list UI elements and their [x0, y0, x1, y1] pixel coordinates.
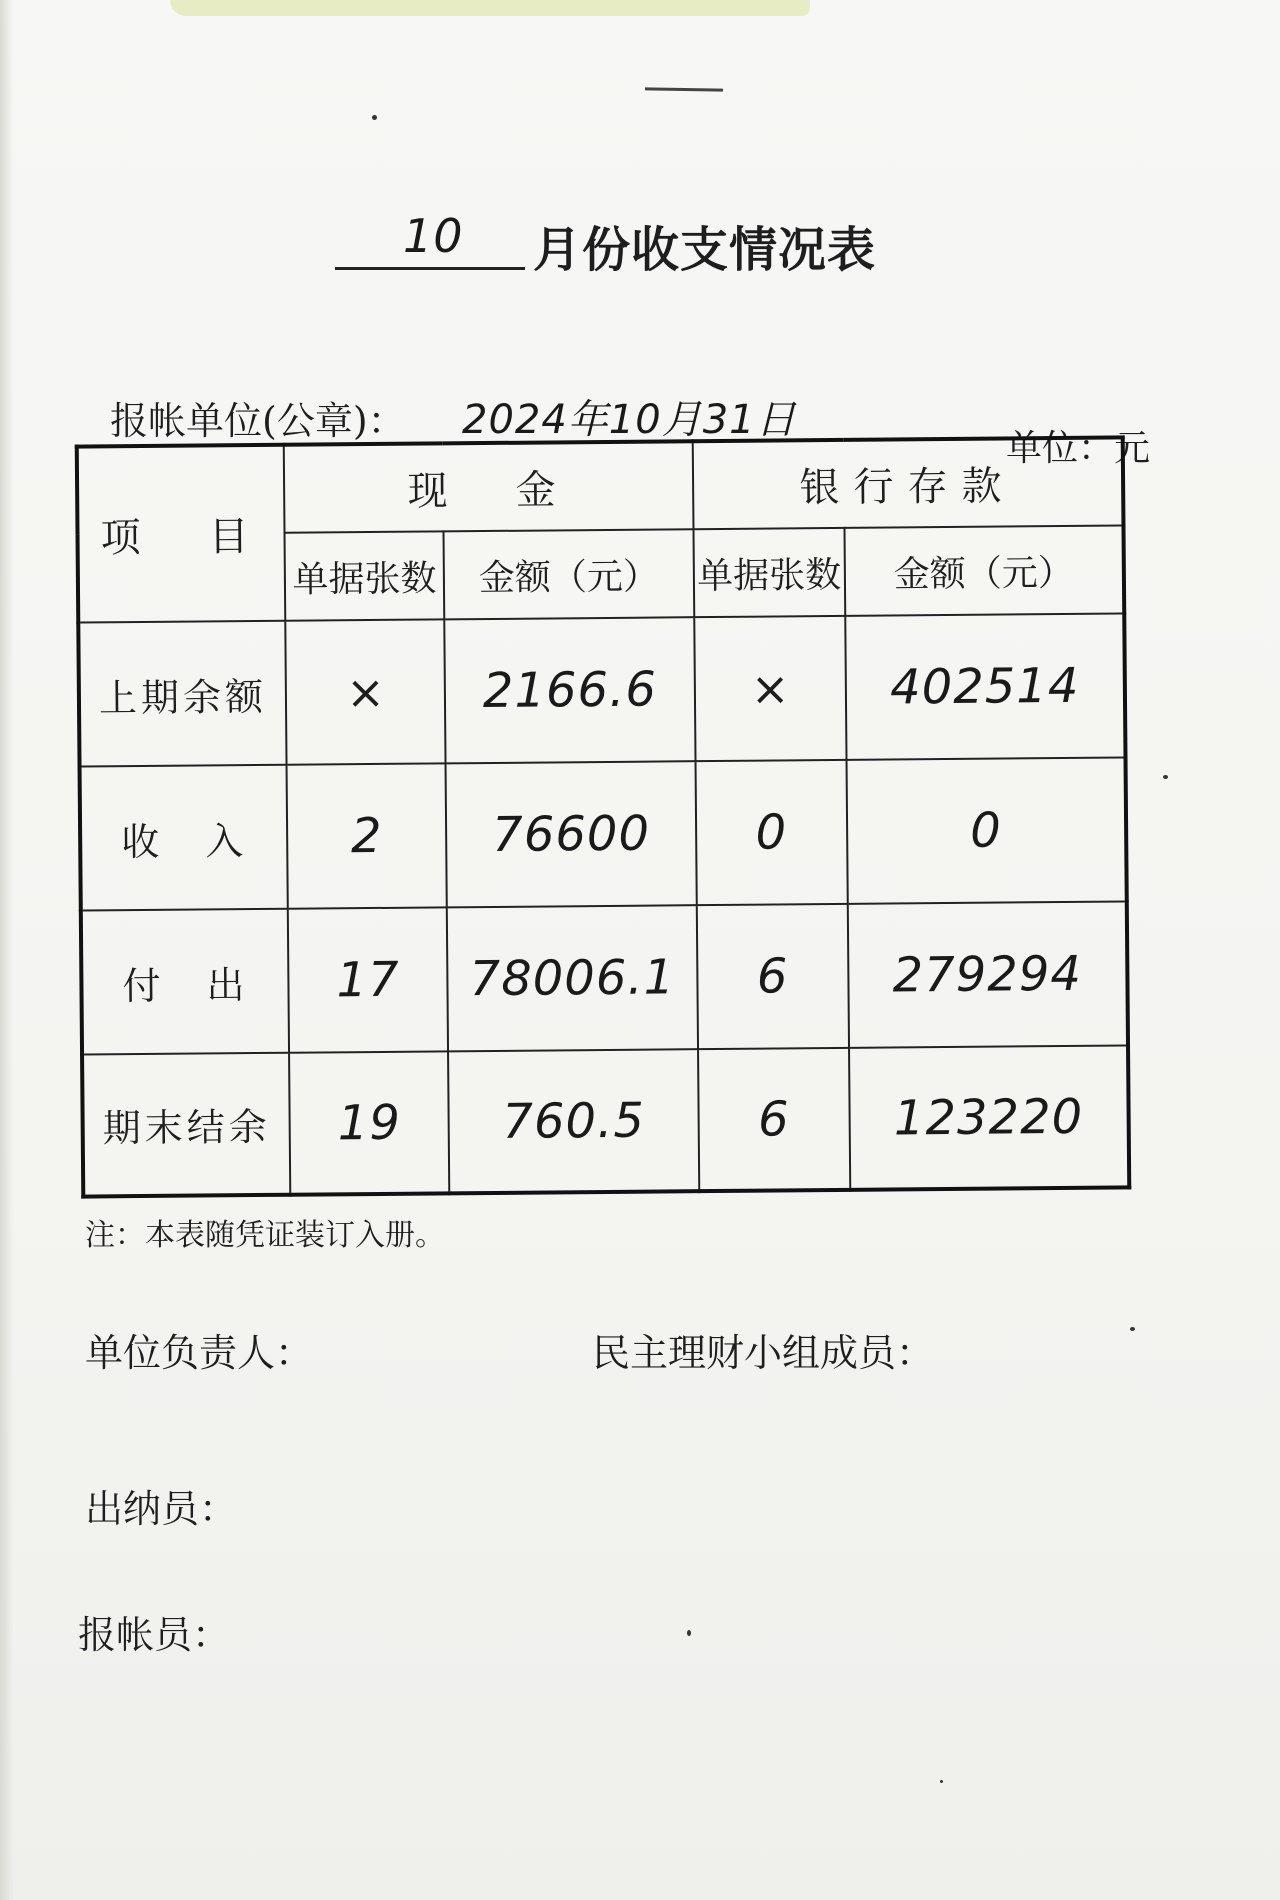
cash-amount-cell [448, 1049, 699, 1193]
bank-amount-header: 金额（元） [844, 525, 1124, 615]
bank-amount-cell [848, 901, 1128, 1047]
month-value: 10 [403, 209, 464, 263]
handwritten-value: 17 [336, 951, 400, 1009]
ink-speck [1163, 775, 1168, 779]
ink-mark [645, 87, 723, 91]
cross-mark: × [346, 664, 386, 720]
handwritten-value: 123220 [893, 1088, 1084, 1146]
table-row [78, 613, 1125, 766]
handwritten-value: 2 [350, 807, 383, 865]
cash-amount-cell [446, 761, 697, 907]
handwritten-value: 402514 [889, 657, 1080, 716]
bank-amount-cell [849, 1045, 1129, 1189]
bank-group-header: 银行存款 [693, 437, 1124, 529]
ink-speck [687, 1630, 691, 1636]
cash-group-header: 现 金 [284, 441, 693, 533]
table-row [81, 901, 1128, 1054]
bank-amount-cell [846, 757, 1126, 903]
left-edge-shadow [0, 0, 14, 1900]
reporter-signature-label: 报帐员： [78, 1613, 231, 1657]
ink-speck [1130, 1327, 1135, 1331]
bank-count-cell [697, 904, 849, 1049]
handwritten-value: 760.5 [502, 1092, 646, 1150]
form-title [335, 205, 935, 278]
cash-amount-cell [444, 617, 695, 763]
handwritten-value: 6 [757, 1090, 790, 1148]
currency-unit-label: 单位：元 [1005, 428, 1150, 469]
bank-count-cell [694, 616, 846, 761]
cash-count-cell [287, 763, 447, 908]
cash-count-header: 单据张数 [285, 531, 445, 620]
handwritten-value: 78006.1 [469, 949, 676, 1008]
ink-speck [940, 1780, 943, 1783]
cash-count-cell [288, 907, 448, 1052]
title-text: 月份收支情况表 [533, 222, 877, 278]
footnote: 注：本表随凭证装订入册。 [85, 1218, 445, 1253]
bank-amount-cell [845, 613, 1125, 759]
row-label: 上期余额 [78, 621, 286, 767]
row-label: 付 出 [81, 909, 289, 1055]
handwritten-value: 6 [756, 948, 789, 1005]
committee-signature-label: 民主理财小组成员： [592, 1331, 935, 1375]
bank-count-header: 单据张数 [693, 528, 845, 617]
row-label: 期末结余 [82, 1053, 290, 1197]
report-date: 2024年10月31日 [462, 397, 797, 443]
bank-count-cell [698, 1048, 850, 1191]
row-label: 收 入 [80, 765, 288, 911]
handwritten-value: 76600 [492, 805, 651, 863]
cross-mark: × [750, 661, 790, 716]
table-row [80, 757, 1127, 910]
top-edge-strip [170, 0, 810, 16]
bank-count-cell [695, 760, 847, 905]
cashier-signature-label: 出纳员： [85, 1487, 238, 1531]
handwritten-value: 279294 [892, 945, 1083, 1004]
unit-head-signature-label: 单位负责人： [85, 1331, 314, 1375]
cash-count-cell [289, 1051, 449, 1194]
handwritten-value: 19 [337, 1094, 402, 1151]
reporting-unit-label: 报帐单位(公章)： [110, 399, 406, 443]
cash-amount-header: 金额（元） [444, 529, 694, 619]
handwritten-value: 0 [969, 802, 1003, 859]
ink-speck [372, 115, 377, 120]
item-column-header: 项 目 [77, 445, 286, 623]
month-blank [335, 205, 525, 270]
handwritten-value: 2166.6 [482, 661, 658, 720]
cash-count-cell [285, 619, 445, 764]
cash-amount-cell [447, 905, 698, 1051]
income-expense-table [75, 435, 1132, 1198]
table-row [82, 1045, 1129, 1196]
handwritten-value: 0 [755, 804, 788, 861]
